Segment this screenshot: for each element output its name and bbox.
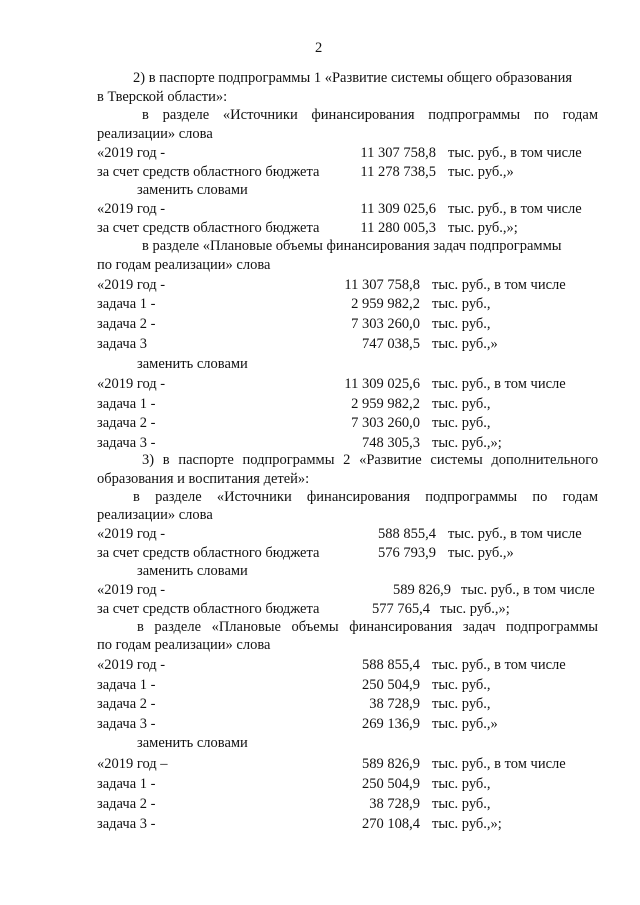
p3-old-year-value: 588 855,4: [378, 526, 436, 542]
p2-old-year-label: «2019 год -: [97, 145, 166, 161]
word: разделе: [155, 489, 202, 505]
p3-replace-1: заменить словами: [137, 563, 248, 579]
p2-new-task-unit: тыс. руб.,: [432, 396, 491, 412]
p2-new-task-unit: тыс. руб., в том числе: [432, 376, 566, 392]
p2-new-task-value: 2 959 982,2: [351, 396, 420, 412]
p3-replace-2: заменить словами: [137, 735, 248, 751]
p2-old-task-unit: тыс. руб.,»: [432, 336, 498, 352]
p3-old-budget-unit: тыс. руб.,»: [448, 545, 514, 561]
word: годам: [562, 489, 599, 505]
word: финансирования: [311, 107, 415, 123]
word: «Развитие: [359, 452, 422, 468]
p2-old-task-value: 11 307 758,8: [344, 277, 420, 293]
p2-new-budget-label: за счет средств областного бюджета: [97, 220, 320, 236]
p3-old-task-value: 269 136,9: [362, 716, 420, 732]
p3-sources-line1: [133, 489, 598, 506]
word: в: [137, 619, 144, 635]
word: разделе: [154, 619, 202, 635]
p3-new-task-value: 250 504,9: [362, 776, 420, 792]
p2-intro-line2: в Тверской области»:: [97, 89, 228, 105]
p2-planned-line2: по годам реализации» слова: [97, 257, 271, 273]
p2-old-task-value: 7 303 260,0: [351, 316, 420, 332]
p3-new-task-unit: тыс. руб., в том числе: [432, 756, 566, 772]
p3-new-budget-unit: тыс. руб.,»;: [440, 601, 510, 617]
p3-new-task-label: задача 3 -: [97, 816, 156, 832]
p2-old-task-unit: тыс. руб., в том числе: [432, 277, 566, 293]
word: «Источники: [222, 107, 298, 123]
word: паспорте: [178, 452, 234, 468]
p2-old-task-unit: тыс. руб.,: [432, 316, 491, 332]
p3-new-budget-value: 577 765,4: [372, 601, 430, 617]
p2-old-year-value: 11 307 758,8: [360, 145, 436, 161]
p2-new-budget-value: 11 280 005,3: [360, 220, 436, 236]
p2-old-task-label: задача 1 -: [97, 296, 156, 312]
p2-old-year-unit: тыс. руб., в том числе: [448, 145, 582, 161]
p3-old-task-label: «2019 год -: [97, 657, 166, 673]
p3-old-task-label: задача 1 -: [97, 677, 156, 693]
word: «Плановые: [211, 619, 281, 635]
word: разделе: [162, 107, 210, 123]
word: 2: [343, 452, 351, 468]
p3-new-task-unit: тыс. руб.,: [432, 796, 491, 812]
p3-old-year-unit: тыс. руб., в том числе: [448, 526, 582, 542]
word: годам: [562, 107, 599, 123]
p2-old-task-value: 2 959 982,2: [351, 296, 420, 312]
p2-old-task-unit: тыс. руб.,: [432, 296, 491, 312]
p2-replace-1: заменить словами: [137, 182, 248, 198]
p2-new-task-value: 11 309 025,6: [344, 376, 420, 392]
p3-new-year-value: 589 826,9: [393, 582, 451, 598]
word: финансирования: [306, 489, 410, 505]
p2-new-task-label: «2019 год -: [97, 376, 166, 392]
p2-new-year-value: 11 309 025,6: [360, 201, 436, 217]
p3-old-task-label: задача 2 -: [97, 696, 156, 712]
word: дополнительного: [491, 452, 599, 468]
p3-intro-line1: [142, 452, 598, 469]
p2-new-task-value: 748 305,3: [362, 435, 420, 451]
p2-new-year-unit: тыс. руб., в том числе: [448, 201, 582, 217]
p2-new-budget-unit: тыс. руб.,»;: [448, 220, 518, 236]
p3-new-year-unit: тыс. руб., в том числе: [461, 582, 595, 598]
word: 3): [142, 452, 155, 468]
p2-new-task-label: задача 1 -: [97, 396, 156, 412]
p2-new-task-value: 7 303 260,0: [351, 415, 420, 431]
word: в: [142, 107, 149, 123]
word: по: [533, 107, 549, 123]
p3-new-year-label: «2019 год -: [97, 582, 166, 598]
p2-new-year-label: «2019 год -: [97, 201, 166, 217]
p3-new-task-label: задача 2 -: [97, 796, 156, 812]
word: по: [532, 489, 548, 505]
p2-new-task-unit: тыс. руб.,: [432, 415, 491, 431]
word: финансирования: [349, 619, 453, 635]
word: «Источники: [216, 489, 292, 505]
p2-old-task-value: 747 038,5: [362, 336, 420, 352]
p2-sources-line1: [142, 107, 598, 124]
p3-new-task-label: задача 1 -: [97, 776, 156, 792]
word: системы: [430, 452, 483, 468]
p2-old-task-label: «2019 год -: [97, 277, 166, 293]
word: подпрограммы: [428, 107, 521, 123]
p3-old-task-value: 38 728,9: [369, 696, 420, 712]
p3-old-budget-value: 576 793,9: [378, 545, 436, 561]
p3-planned-line1: [137, 619, 598, 636]
word: задач: [462, 619, 496, 635]
p3-old-task-unit: тыс. руб.,: [432, 696, 491, 712]
p3-old-budget-label: за счет средств областного бюджета: [97, 545, 320, 561]
p2-old-budget-label: за счет средств областного бюджета: [97, 164, 320, 180]
p3-old-task-unit: тыс. руб.,»: [432, 716, 498, 732]
p3-intro-line2: образования и воспитания детей»:: [97, 471, 310, 487]
p3-old-task-value: 250 504,9: [362, 677, 420, 693]
p3-old-task-label: задача 3 -: [97, 716, 156, 732]
p3-old-year-label: «2019 год -: [97, 526, 166, 542]
word: объемы: [291, 619, 339, 635]
p3-new-task-unit: тыс. руб.,»;: [432, 816, 502, 832]
p3-new-budget-label: за счет средств областного бюджета: [97, 601, 320, 617]
p3-old-task-value: 588 855,4: [362, 657, 420, 673]
p2-old-budget-value: 11 278 738,5: [360, 164, 436, 180]
p2-intro-line1: 2) в паспорте подпрограммы 1 «Развитие системы общего образования: [133, 70, 573, 86]
p2-replace-2: заменить словами: [137, 356, 248, 372]
p2-old-task-label: задача 3: [97, 336, 147, 352]
word: подпрограммы: [242, 452, 335, 468]
p2-planned-line1: в разделе «Плановые объемы финансирования задач подпрограммы: [142, 238, 562, 254]
p3-planned-line2: по годам реализации» слова: [97, 637, 271, 653]
p2-old-budget-unit: тыс. руб.,»: [448, 164, 514, 180]
p2-sources-line2: реализации» слова: [97, 126, 213, 142]
p3-new-task-value: 589 826,9: [362, 756, 420, 772]
p3-new-task-unit: тыс. руб.,: [432, 776, 491, 792]
p2-new-task-label: задача 3 -: [97, 435, 156, 451]
p2-old-task-label: задача 2 -: [97, 316, 156, 332]
p3-new-task-label: «2019 год –: [97, 756, 168, 772]
p3-new-task-value: 38 728,9: [369, 796, 420, 812]
p3-old-task-unit: тыс. руб., в том числе: [432, 657, 566, 673]
word: подпрограммы: [506, 619, 599, 635]
page-number: 2: [315, 40, 323, 56]
p3-new-task-value: 270 108,4: [362, 816, 420, 832]
p3-old-task-unit: тыс. руб.,: [432, 677, 491, 693]
p3-sources-line2: реализации» слова: [97, 507, 213, 523]
word: подпрограммы: [425, 489, 518, 505]
p2-new-task-unit: тыс. руб.,»;: [432, 435, 502, 451]
p2-new-task-label: задача 2 -: [97, 415, 156, 431]
word: в: [162, 452, 170, 468]
word: в: [133, 489, 140, 505]
